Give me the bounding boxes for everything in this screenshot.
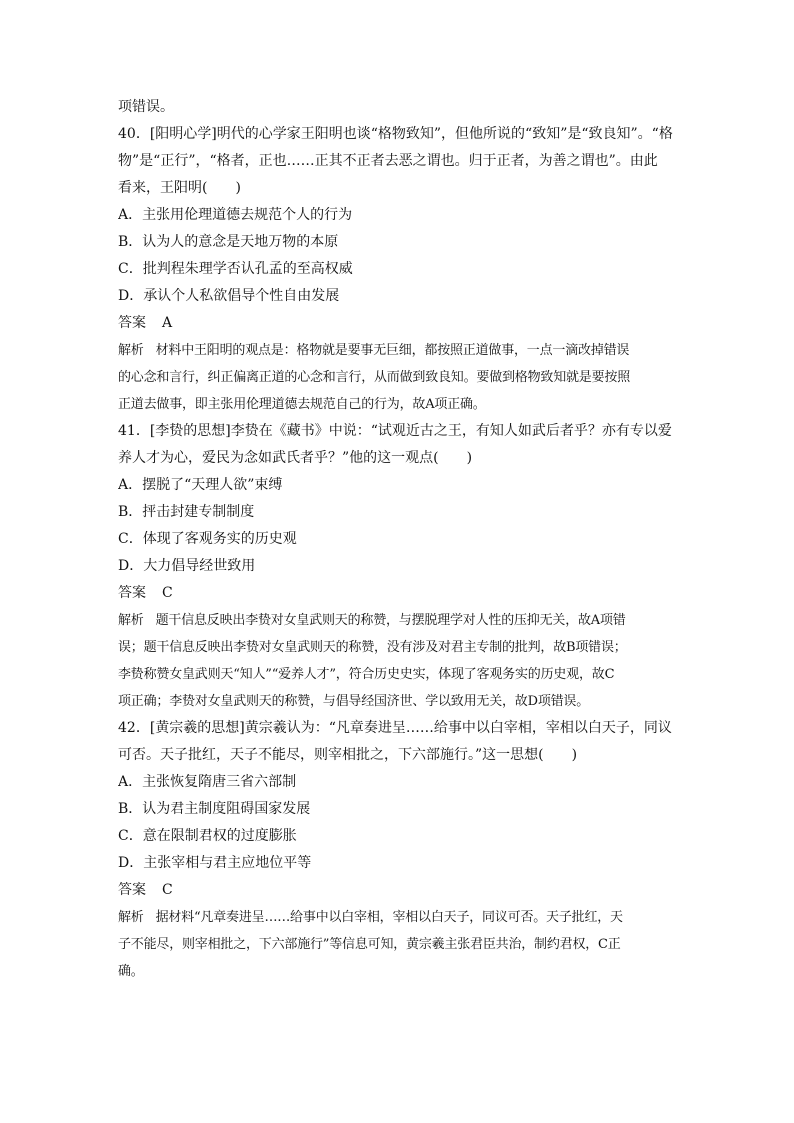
question-42-option-a: A．主张恢复隋唐三省六部制 [118,774,297,790]
question-41-explanation-line-3: 李贽称赞女皇武则天“知人”“爱养人才”，符合历史史实，体现了客观务实的历史观，故C [118,667,615,682]
question-40-option-c: C．批判程朱理学否认孔孟的至高权威 [118,261,353,277]
question-42-option-d: D．主张宰相与君主应地位平等 [118,855,312,871]
text-line: 项错误。 [118,99,174,115]
explanation-text: 题干信息反映出李贽对女皇武则天的称赞，与摆脱理学对人性的压抑无关，故A项错 [155,613,626,628]
answer-label: 答案 [118,315,146,331]
explanation-text: 据材料“凡章奏进呈……给事中以白宰相，宰相以白天子，同议可否。天子批红，天 [155,910,623,925]
question-42-stem-line-2: 可否。天子批红，天子不能尽，则宰相批之，下六部施行。”这一思想( ) [118,747,578,763]
question-41-option-b: B．抨击封建专制制度 [118,504,255,520]
question-42-stem-line-1: 42．[黄宗羲的思想]黄宗羲认为：“凡章奏进呈……给事中以白宰相，宰相以白天子，同议 [118,720,672,736]
answer-value: C [162,882,173,898]
question-40-stem-line-2: 物”是“正行”，“格者，正也……正其不正者去恶之谓也。归于正者，为善之谓也”。由此 [118,153,658,169]
answer-value: C [162,585,173,601]
answer-value: A [162,315,173,331]
question-41-explanation-line-2: 误；题干信息反映出李贽对女皇武则天的称赞，没有涉及对君主专制的批判，故B项错误； [118,640,627,655]
question-42-explanation-line-3: 确。 [118,964,144,979]
question-40-option-b: B．认为人的意念是天地万物的本原 [118,234,339,250]
question-41-stem-line-2: 养人才为心，爱民为念如武氏者乎？”他的这一观点( ) [118,450,473,466]
question-42-explanation-line-1 [118,904,684,931]
question-40-explanation-line-2: 的心念和言行，纠正偏离正道的心念和言行，从而做到致良知。要做到格物致知就是要按照 [118,370,631,385]
question-42-explanation-line-2: 子不能尽，则宰相批之，下六部施行”等信息可知，黄宗羲主张君臣共治，制约君权，C正 [118,937,621,952]
question-42-option-c: C．意在限制君权的过度膨胀 [118,828,297,844]
question-40-answer [118,310,684,337]
question-41-answer [118,580,684,607]
question-40-explanation-line-3: 正道去做事，即主张用伦理道德去规范自己的行为，故A项正确。 [118,397,486,412]
question-42-answer [118,877,684,904]
question-41-stem-line-1: 41．[李贽的思想]李贽在《藏书》中说：“试观近古之王，有知人如武后者乎？亦有专以爱 [118,423,672,439]
question-40-stem-line-3: 看来，王阳明( ) [118,180,241,196]
question-41-option-c: C．体现了客观务实的历史观 [118,531,297,547]
question-40-stem-line-1: 40．[阳明心学]明代的心学家王阳明也谈“格物致知”，但他所说的“致知”是“致良知”。“格 [118,126,673,142]
answer-label: 答案 [118,585,146,601]
explanation-label: 解析 [118,910,144,925]
question-41-option-a: A．摆脱了“天理人欲”束缚 [118,477,283,493]
question-41-explanation-line-1 [118,607,684,634]
answer-label: 答案 [118,882,146,898]
page-content [118,94,684,985]
question-41-option-d: D．大力倡导经世致用 [118,558,256,574]
question-40-option-a: A．主张用伦理道德去规范个人的行为 [118,207,353,223]
question-40-explanation-line-1 [118,337,684,364]
explanation-label: 解析 [118,343,144,358]
explanation-text: 材料中王阳明的观点是：格物就是要事无巨细，都按照正道做事，一点一滴改掉错误 [155,343,630,358]
explanation-label: 解析 [118,613,144,628]
question-41-explanation-line-4: 项正确；李贽对女皇武则天的称赞，与倡导经国济世、学以致用无关，故D项错误。 [118,694,590,709]
question-40-option-d: D．承认个人私欲倡导个性自由发展 [118,288,340,304]
question-42-option-b: B．认为君主制度阻碍国家发展 [118,801,311,817]
